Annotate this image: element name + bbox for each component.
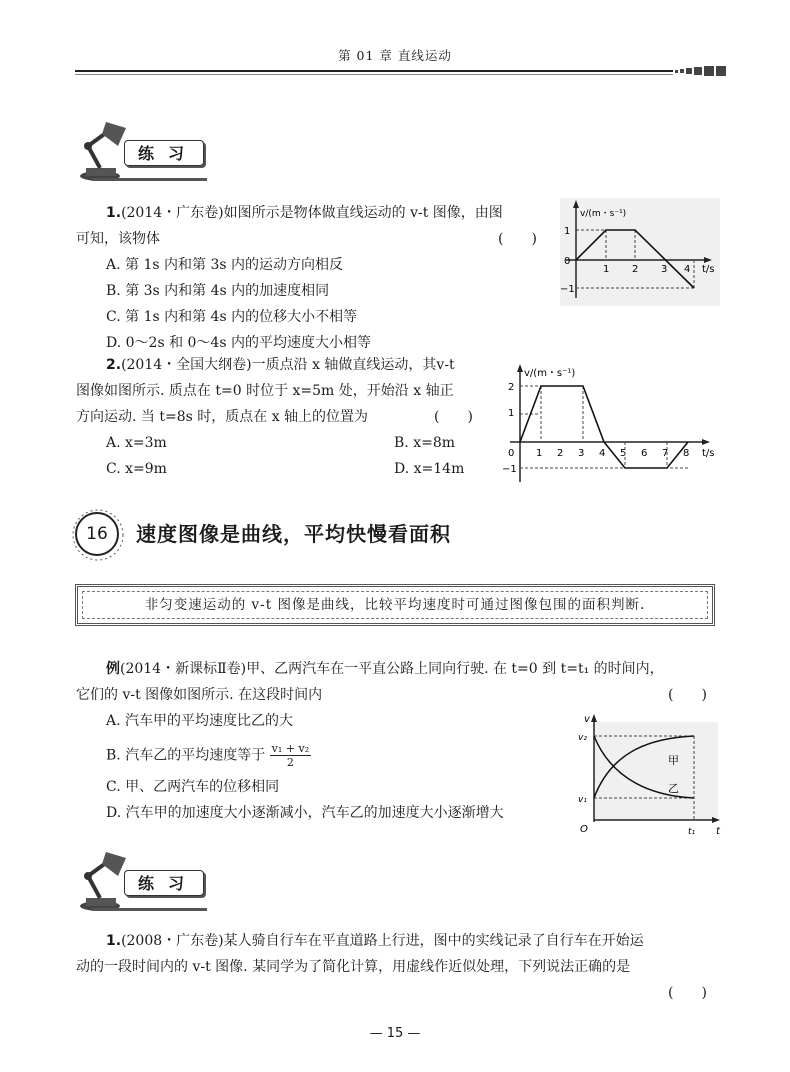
section-number-ring (71, 508, 125, 562)
option-b: B. 第 3s 内和第 4s 内的加速度相同 (106, 283, 330, 299)
example-line2: 它们的 v-t 图像如图所示. 在这段时间内 (76, 687, 323, 703)
ytick-1: 1 (508, 408, 515, 419)
ytick-1: 1 (564, 226, 571, 237)
section-title: 速度图像是曲线，平均快慢看面积 (136, 522, 451, 546)
question-1 (106, 200, 546, 226)
question-2-1 (106, 928, 644, 954)
section-number: 16 (75, 512, 119, 556)
xtick-1: 1 (536, 448, 543, 459)
xtick-6: 6 (641, 448, 648, 459)
answer-paren: ( ) (498, 231, 537, 247)
x-axis-label: t/s (702, 264, 715, 275)
ytick-2: 2 (508, 382, 515, 393)
option-b: B. x=8m (394, 435, 455, 451)
question-2 (106, 352, 455, 378)
option-d: D. x=14m (394, 461, 465, 477)
practice-badge-2 (72, 848, 212, 918)
v1-label: v₁ (578, 795, 587, 805)
fraction-numerator: v₁ + v₂ (271, 742, 310, 755)
question-number: 1. (106, 205, 122, 221)
example-question (106, 656, 664, 682)
x-axis-label: t (716, 826, 720, 837)
question-1-line2: 可知，该物体 (76, 231, 160, 247)
xtick-3: 3 (661, 264, 668, 275)
vt-chart-example (572, 710, 722, 838)
page-number: — 15 — (369, 1026, 421, 1041)
vt-chart-q2 (496, 360, 720, 488)
xtick-5: 5 (620, 448, 627, 459)
y-axis-label: v/(m・s⁻¹) (524, 368, 576, 379)
question-text: (2014・全国大纲卷)一质点沿 x 轴做直线运动，其v-t (121, 357, 455, 373)
question-text: (2014・广东卷)如图所示是物体做直线运动的 v-t 图像，由图 (121, 205, 503, 221)
example-prefix: 例 (106, 661, 120, 677)
v2-label: v₂ (578, 733, 587, 743)
header-decoration (675, 66, 726, 76)
answer-paren: ( ) (668, 687, 707, 703)
answer-paren: ( ) (434, 409, 473, 425)
question-number: 1. (106, 933, 122, 949)
practice-label: 练习 (124, 140, 204, 166)
xtick-3: 3 (578, 448, 585, 459)
tip-box: 非匀变速运动的 v-t 图像是曲线，比较平均速度时可通过图像包围的面积判断. (75, 584, 715, 626)
xtick-2: 2 (557, 448, 564, 459)
question-2-line2: 图像如图所示. 质点在 t=0 时位于 x=5m 处，开始沿 x 轴正 (76, 383, 454, 399)
vt-chart-q1 (560, 198, 720, 306)
question-2-line3: 方向运动. 当 t=8s 时，质点在 x 轴上的位置为 (76, 409, 369, 425)
xtick-4: 4 (599, 448, 606, 459)
curve-yi-label: 乙 (668, 782, 679, 795)
option-b (106, 742, 311, 769)
question-number: 2. (106, 357, 122, 373)
xtick-4: 4 (684, 264, 691, 275)
xtick-7: 7 (662, 448, 669, 459)
practice-label: 练习 (124, 870, 204, 896)
option-d: D. 汽车甲的加速度大小逐渐减小，汽车乙的加速度大小逐渐增大 (106, 805, 504, 821)
xtick-2: 2 (632, 264, 639, 275)
ytick-neg1: −1 (502, 464, 517, 475)
option-a: A. 汽车甲的平均速度比乙的大 (106, 713, 294, 729)
question-2-1-line2: 动的一段时间内的 v-t 图像. 某同学为了简化计算，用虚线作近似处理，下列说法正确的是 (76, 959, 631, 975)
t1-label: t₁ (688, 827, 696, 837)
question-text: (2008・广东卷)某人骑自行车在平直道路上行进，图中的实线记录了自行车在开始运 (121, 933, 644, 949)
option-d: D. 0～2s 和 0～4s 内的平均速度大小相等 (106, 335, 371, 351)
y-axis-label: v/(m・s⁻¹) (580, 209, 627, 219)
y-axis-label: v (584, 714, 590, 725)
fraction (270, 742, 311, 769)
xtick-8: 8 (683, 448, 690, 459)
option-c: C. 甲、乙两汽车的位移相同 (106, 779, 280, 795)
option-a: A. 第 1s 内和第 3s 内的运动方向相反 (106, 257, 343, 273)
chapter-header: 第 01 章 直线运动 (338, 48, 452, 63)
option-b-text: B. 汽车乙的平均速度等于 (106, 747, 266, 764)
example-text: (2014・新课标Ⅱ卷)甲、乙两汽车在一平直公路上同向行驶. 在 t=0 到 t=t₁ 的时间内， (120, 661, 664, 677)
x-axis-label: t/s (702, 448, 715, 459)
ytick-neg1: −1 (560, 284, 575, 295)
option-c: C. x=9m (106, 461, 167, 477)
origin-label: O (580, 824, 588, 835)
answer-paren: ( ) (668, 985, 707, 1001)
xtick-1: 1 (603, 264, 610, 275)
practice-badge (72, 118, 212, 188)
curve-jia-label: 甲 (668, 754, 679, 767)
fraction-denominator: 2 (286, 756, 294, 769)
option-c: C. 第 1s 内和第 4s 内的位移大小不相等 (106, 309, 358, 325)
option-a: A. x=3m (106, 435, 167, 451)
origin-label: 0 (564, 256, 571, 267)
header-rule-thin (75, 74, 673, 75)
header-rule (75, 70, 673, 72)
origin-label: 0 (508, 448, 515, 459)
